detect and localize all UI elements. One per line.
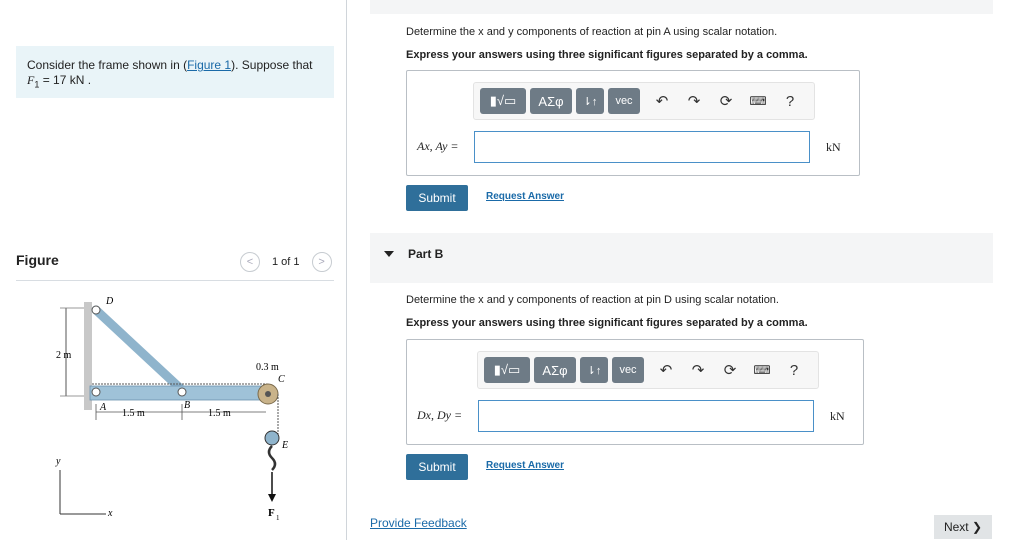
prev-figure-button[interactable]: < (240, 252, 260, 272)
greek-button[interactable]: ΑΣφ (534, 357, 576, 383)
undo-icon[interactable]: ↶ (659, 362, 673, 379)
part-a-instruction: Express your answers using three significant figures separated by a comma. (406, 49, 808, 61)
part-a-header-band (370, 0, 993, 14)
label-radius: 0.3 m (256, 362, 279, 373)
vec-button[interactable]: vec (608, 88, 640, 114)
part-a-answer-input[interactable] (474, 131, 810, 163)
part-b-variable-label: Dx, Dy = (417, 408, 463, 422)
label-force: F (268, 507, 275, 519)
force-var: F (27, 73, 35, 87)
templates-button[interactable]: ▮√▭ (484, 357, 530, 383)
part-b-header-band[interactable] (370, 233, 993, 283)
part-a-unit: kN (826, 140, 841, 154)
next-button[interactable]: Next ❯ (934, 515, 992, 539)
greek-button[interactable]: ΑΣφ (530, 88, 572, 114)
part-a-math-toolbar (473, 82, 815, 120)
part-b-submit-button[interactable]: Submit (406, 454, 468, 480)
redo-icon[interactable]: ↷ (691, 362, 705, 379)
arrows-button[interactable]: ⇂↑ (580, 357, 608, 383)
pulley-hub (265, 391, 271, 397)
part-b-prompt: Determine the x and y components of reaction at pin D using scalar notation. (406, 294, 779, 306)
diagonal-member (96, 310, 182, 390)
figure-page-count: 1 of 1 (272, 256, 300, 268)
problem-tail: ). Suppose that (231, 58, 313, 72)
pin-b (178, 388, 186, 396)
label-d: D (106, 296, 114, 307)
provide-feedback-link[interactable]: Provide Feedback (370, 516, 467, 530)
figure-title: Figure (16, 252, 59, 268)
arrows-button[interactable]: ⇂↑ (576, 88, 604, 114)
force-arrowhead (268, 494, 276, 502)
vec-button[interactable]: vec (612, 357, 644, 383)
hook (269, 446, 275, 470)
label-c: C (278, 374, 285, 385)
part-a-request-answer-link[interactable]: Request Answer (486, 191, 564, 202)
help-icon[interactable]: ? (789, 361, 799, 379)
reset-icon[interactable]: ⟳ (723, 362, 737, 379)
label-a: A (100, 402, 107, 413)
part-b-answer-panel (406, 339, 864, 445)
next-figure-button[interactable]: > (312, 252, 332, 272)
hook-ring (265, 431, 279, 445)
left-pane (0, 0, 347, 540)
part-a-submit-button[interactable]: Submit (406, 185, 468, 211)
problem-statement (16, 46, 334, 98)
part-a-prompt: Determine the x and y components of reaction at pin A using scalar notation. (406, 26, 778, 38)
pin-a (92, 388, 100, 396)
frame-diagram (50, 288, 300, 528)
part-a-answer-panel (406, 70, 860, 176)
label-x: x (108, 508, 113, 519)
label-y: y (56, 456, 61, 467)
label-e: E (282, 440, 289, 451)
part-b-request-answer-link[interactable]: Request Answer (486, 460, 564, 471)
part-b-instruction: Express your answers using three significant figures separated by a comma. (406, 317, 808, 329)
templates-button[interactable]: ▮√▭ (480, 88, 526, 114)
pin-d (92, 306, 100, 314)
part-a-variable-label: Ax, Ay = (417, 139, 459, 153)
label-right-span: 1.5 m (208, 408, 231, 419)
right-pane (346, 0, 1024, 540)
figure-divider (16, 280, 334, 281)
label-b: B (184, 400, 191, 411)
keyboard-icon[interactable]: ⌨ (749, 94, 767, 108)
force-sub: 1 (34, 79, 40, 90)
part-b-unit: kN (830, 409, 845, 423)
reset-icon[interactable]: ⟳ (719, 93, 733, 110)
figure-link[interactable]: Figure 1 (187, 58, 232, 72)
collapse-triangle-icon[interactable] (384, 251, 394, 257)
part-b-math-toolbar (477, 351, 819, 389)
force-value: = 17 kN . (39, 73, 92, 87)
problem-lead: Consider the frame shown in ( (27, 58, 188, 72)
label-left-span: 1.5 m (122, 408, 145, 419)
height-label: 2 m (56, 350, 72, 361)
help-icon[interactable]: ? (785, 92, 795, 110)
undo-icon[interactable]: ↶ (655, 93, 669, 110)
redo-icon[interactable]: ↷ (687, 93, 701, 110)
label-force-sub: 1 (276, 514, 280, 522)
figure-pager (240, 252, 332, 272)
part-b-title[interactable]: Part B (408, 247, 444, 261)
part-b-answer-input[interactable] (478, 400, 814, 432)
keyboard-icon[interactable]: ⌨ (753, 363, 771, 377)
